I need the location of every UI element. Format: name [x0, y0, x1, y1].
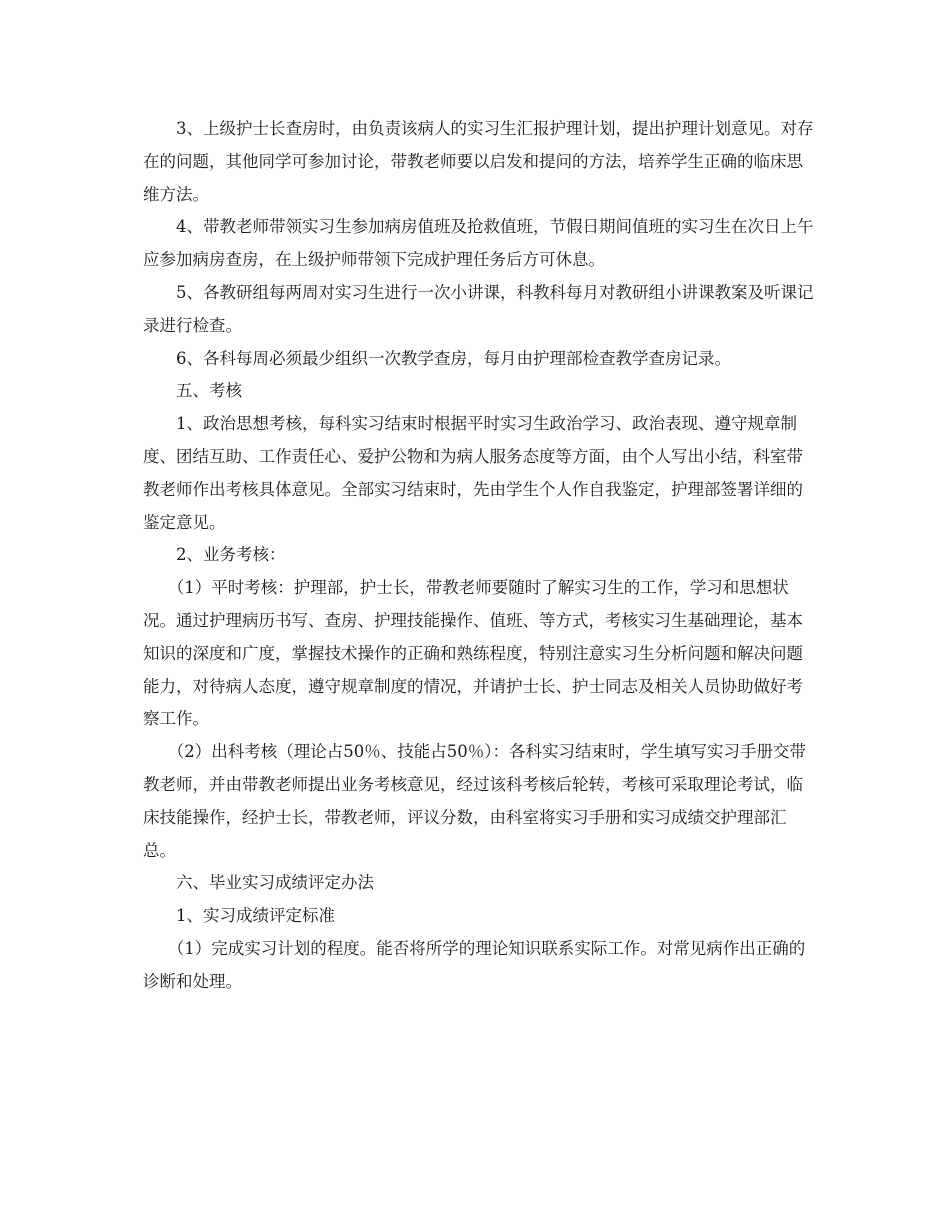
section-heading-grading: 六、毕业实习成绩评定办法: [176, 873, 374, 893]
paragraph-political-assessment: 1、政治思想考核，每科实习结束时根据平时实习生政治学习、政治表现、遵守规章制度、团结互助、工作责任心、爱护公物和为病人服务态度等方面，由个人写出小结，科室带教老师作出考核具体意见。全部实习结束时，先由学生个人作自我鉴定，护理部签署详细的鉴定意见。: [143, 414, 803, 532]
paragraph-ward-round-report: 3、上级护士长查房时，由负责该病人的实习生汇报护理计划，提出护理计划意见。对存在的问题，其他同学可参加讨论，带教老师要以启发和提问的方法，培养学生正确的临床思维方法。: [143, 119, 814, 204]
paragraph-mini-lecture: 5、各教研组每两周对实习生进行一次小讲课，科教科每月对教研组小讲课教案及听课记录进行检查。: [143, 282, 814, 335]
subheading-professional-assessment: 2、业务考核：: [176, 545, 286, 565]
paragraph-plan-completion: （1）完成实习计划的程度。能否将所学的理论知识联系实际工作。对常见病作出正确的诊断和处理。: [143, 938, 806, 991]
paragraph-routine-assessment: （1）平时考核：护理部，护士长，带教老师要随时了解实习生的工作，学习和思想状况。通过护理病历书写、查房、护理技能操作、值班、等方式，考核实习生基础理论，基本知识的深度和广度，掌握技术操作的正确和熟练程度，特别注意实习生分析问题和解决问题能力，对待病人态度，遵守规章制度的情况，并请护士长、护士同志及相关人员协助做好考察工作。: [143, 578, 803, 729]
paragraph-duty-shift: 4、带教老师带领实习生参加病房值班及抢救值班，节假日期间值班的实习生在次日上午应参加病房查房，在上级护师带领下完成护理任务后方可休息。: [143, 217, 814, 270]
subheading-grading-standard: 1、实习成绩评定标准: [176, 906, 335, 926]
document-body: [143, 113, 815, 999]
paragraph-teaching-round: 6、各科每周必须最少组织一次教学查房，每月由护理部检查教学查房记录。: [176, 348, 731, 368]
paragraph-exit-assessment: （2）出科考核（理论占50％、技能占50％）：各科实习结束时，学生填写实习手册交带教老师，并由带教老师提出业务考核意见，经过该科考核后轮转，考核可采取理论考试，临床技能操作，经护士长，带教老师，评议分数，由科室将实习手册和实习成绩交护理部汇总。: [143, 742, 806, 860]
section-heading-assessment: 五、考核: [176, 381, 242, 401]
